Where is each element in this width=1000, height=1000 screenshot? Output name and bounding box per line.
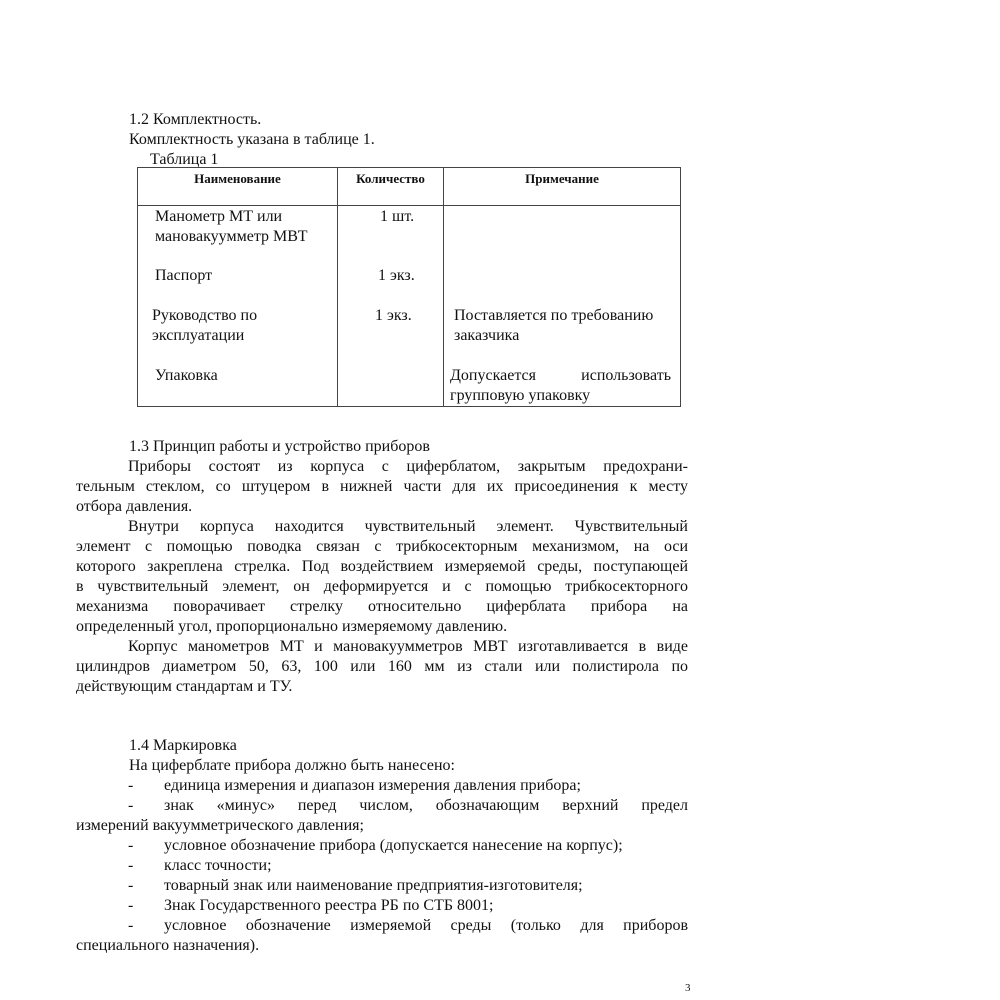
cell-name: Манометр МТ или [155,208,283,225]
text-line: Приборы состоят из корпуса с циферблатом, закрытым предохрани- [128,458,688,475]
cell-note: Допускается использовать [450,367,671,384]
table-body-row [138,206,681,407]
cell-quantity: 1 шт. [380,208,415,225]
section-1-4-heading: 1.4 Маркировка [129,737,237,754]
list-continuation: измерений вакуумметрического давления; [76,817,364,834]
text-line: Корпус манометров МТ и мановакуумметров МВТ изготавливается в виде [128,638,688,655]
cell-name: Упаковка [155,367,218,384]
text-line: цилиндров диаметром 50, 63, 100 или 160 мм из стали или полистирола по [76,658,688,675]
list-continuation: специального назначения). [76,937,260,954]
list-text: единица измерения и диапазон измерения давления прибора; [164,777,581,794]
section-1-4-intro: На циферблате прибора должно быть нанесено: [129,757,455,774]
text-line: которого закреплена стрелка. Под воздействием измеряемой среды, поступающей [76,558,688,575]
section-1-2-intro: Комплектность указана в таблице 1. [129,131,375,148]
list-text: условное обозначение прибора (допускается нанесение на корпус); [164,837,623,854]
section-1-3-heading: 1.3 Принцип работы и устройство приборов [129,438,430,455]
text-line: отбора давления. [76,498,193,515]
table-header-row [138,168,681,206]
list-text: товарный знак или наименование предприятия-изготовителя; [164,877,583,894]
list-text: Знак Государственного реестра РБ по СТБ 8001; [164,897,494,914]
list-dash: - [128,837,134,854]
cell-note: Поставляется по требованию [454,307,654,324]
cell-quantity: 1 экз. [378,267,415,284]
header-name: Наименование [138,168,338,206]
list-dash: - [128,797,134,814]
paragraph [76,457,688,517]
text-line: Внутри корпуса находится чувствительный элемент. Чувствительный [128,518,688,535]
text-line: определенный угол, пропорционально измеряемому давлению. [76,618,508,635]
list-dash: - [128,917,134,934]
list-text: класс точности; [164,857,272,874]
paragraph [76,517,688,637]
cell-note: групповую упаковку [450,387,591,404]
cell-name: Паспорт [155,267,213,284]
column-note [444,206,681,407]
text-line: действующим стандартам и ТУ. [76,678,293,695]
list-dash: - [128,897,134,914]
list-text: знак «минус» перед числом, обозначающим верхний предел [164,797,688,814]
paragraph [76,637,688,697]
cell-name: мановакуумметр МВТ [155,228,308,245]
section-1-2-heading: 1.2 Комплектность. [129,111,262,128]
completeness-table [137,167,681,407]
page-number: 3 [685,982,691,994]
cell-name: эксплуатации [152,327,245,344]
table-caption: Таблица 1 [150,151,219,168]
text-line: тельным стеклом, со штуцером в нижней части для их присоединения к месту [76,478,688,495]
column-name [138,206,338,407]
text-line: в чувствительный элемент, он деформируется и с помощью трибкосекторного [76,578,688,595]
header-note: Примечание [444,168,681,206]
cell-note: заказчика [454,327,520,344]
list-dash: - [128,857,134,874]
column-quantity [338,206,444,407]
cell-name: Руководство по [152,307,258,324]
list-text: условное обозначение измеряемой среды (только для приборов [164,917,688,934]
list-dash: - [128,777,134,794]
header-quantity: Количество [338,168,444,206]
text-line: элемент с помощью поводка связан с трибкосекторным механизмом, на оси [76,538,688,555]
list-dash: - [128,877,134,894]
cell-quantity: 1 экз. [375,307,412,324]
text-line: механизма поворачивает стрелку относительно циферблата прибора на [76,598,688,615]
